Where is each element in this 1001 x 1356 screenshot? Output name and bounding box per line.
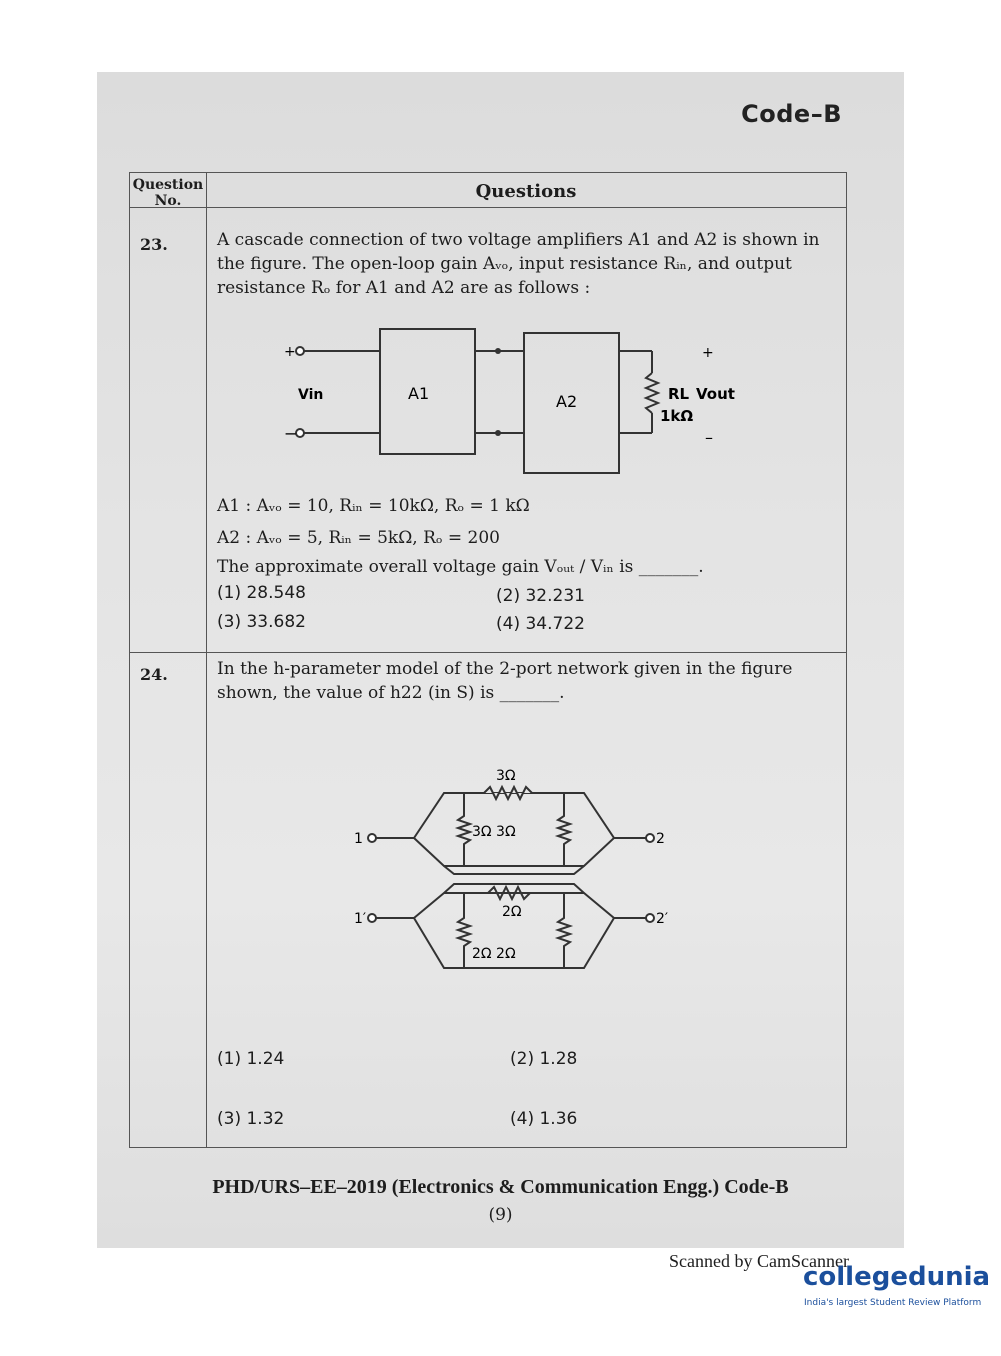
logo-tagline: India's largest Student Review Platform (804, 1298, 982, 1308)
port-2-prime-label: 2′ (656, 911, 669, 927)
question-23-number: 23. (140, 235, 168, 254)
vout-label: Vout (696, 385, 735, 403)
q23-option-4: (4) 34.722 (496, 614, 585, 634)
input-minus-label: − (284, 424, 298, 443)
resistor-lower-pair-label: 2Ω 2Ω (472, 946, 516, 962)
question-24-number: 24. (140, 665, 168, 684)
q24-option-1: (1) 1.24 (217, 1049, 285, 1069)
rl-label: RL (668, 385, 690, 403)
amplifier-cascade-diagram (280, 321, 740, 481)
a1-label: A1 (408, 384, 430, 403)
q23-a1-params: A1 : Aᵥₒ = 10, Rᵢₙ = 10kΩ, Rₒ = 1 kΩ (217, 496, 530, 516)
q23-a2-params: A2 : Aᵥₒ = 5, Rᵢₙ = 5kΩ, Rₒ = 200 (217, 528, 500, 548)
port-1-prime-label: 1′ (354, 911, 367, 927)
q23-question-line: The approximate overall voltage gain Vₒᵤₜ / Vᵢₙ is _______. (217, 557, 704, 577)
question-table (129, 172, 847, 1148)
input-plus-label: + (284, 344, 296, 360)
question-23-text: A cascade connection of two voltage amplifiers A1 and A2 is shown in the figure. The open-loop gain Aᵥₒ, input resistance Rᵢₙ, and output resistance Rₒ for A1 and A2 are as follows : (217, 230, 820, 298)
footer-title: PHD/URS–EE–2019 (Electronics & Communication Engg.) Code-B (212, 1176, 789, 1198)
resistor-upper-pair-label: 3Ω 3Ω (472, 824, 516, 840)
a2-label: A2 (556, 392, 578, 411)
q24-option-2: (2) 1.28 (510, 1049, 578, 1069)
resistor-top-label: 3Ω (496, 768, 516, 784)
question-24-text: In the h-parameter model of the 2-port network given in the figure shown, the value of h22 (in S) is _______. (217, 659, 793, 703)
q23-option-2: (2) 32.231 (496, 586, 585, 606)
port-2-label: 2 (656, 831, 665, 847)
q23-option-1: (1) 28.548 (217, 583, 306, 603)
rl-value-label: 1kΩ (660, 407, 694, 425)
paper-code: Code–B (741, 100, 842, 128)
collegedunia-logo: collegedunia (803, 1262, 991, 1292)
vin-label: Vin (298, 387, 324, 403)
q24-option-4: (4) 1.36 (510, 1109, 578, 1129)
resistor-middle-label: 2Ω (502, 904, 522, 920)
two-port-network-diagram (354, 758, 674, 1003)
column-header-question-no: Question No. (132, 177, 204, 209)
output-plus-label: + (702, 345, 714, 361)
page-footer (97, 1176, 904, 1225)
load-resistor (646, 373, 658, 413)
column-header-questions: Questions (475, 181, 577, 202)
resistor-top-3ohm (484, 787, 532, 799)
scanned-page (97, 72, 904, 1248)
port-1-label: 1 (354, 831, 363, 847)
scanned-by-text: Scanned by CamScanner (669, 1251, 849, 1271)
page-number: (9) (488, 1205, 513, 1225)
q24-option-3: (3) 1.32 (217, 1109, 285, 1129)
q23-option-3: (3) 33.682 (217, 612, 306, 632)
output-minus-label: – (705, 428, 713, 447)
